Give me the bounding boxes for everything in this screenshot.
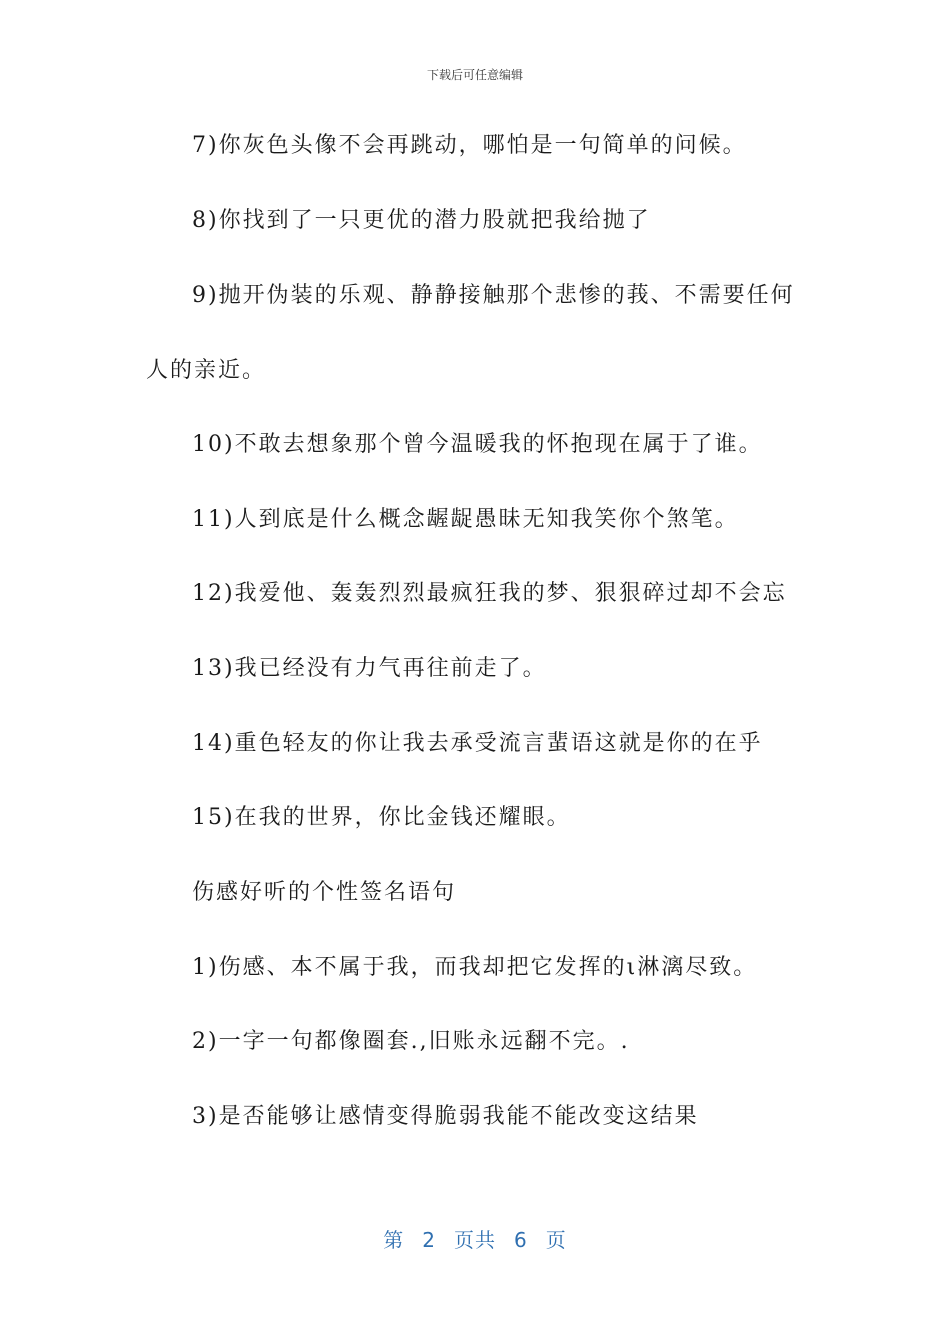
footer-suffix: 页 (545, 1228, 567, 1252)
paragraph-line: 11)人到底是什么概念龌龊愚昧无知我笑你个煞笔。 (192, 507, 739, 532)
section-heading: 伤感好听的个性签名语句 (192, 880, 457, 905)
total-page-number: 6 (514, 1228, 528, 1252)
footer-prefix: 第 (383, 1228, 405, 1252)
paragraph-line: 1)伤感、本不属于我，而我却把它发挥的ι淋漓尽致。 (192, 955, 758, 980)
page-footer (0, 1224, 950, 1253)
paragraph-line: 7)你灰色头像不会再跳动，哪怕是一句简单的问候。 (192, 133, 747, 158)
paragraph-line: 3)是否能够让感情变得脆弱我能不能改变这结果 (192, 1104, 699, 1129)
paragraph-line: 15)在我的世界，你比金钱还耀眼。 (192, 805, 571, 830)
current-page-number: 2 (422, 1228, 436, 1252)
paragraph-line: 人的亲近。 (146, 358, 267, 383)
paragraph-line: 8)你找到了一只更优的潜力股就把我给抛了 (192, 208, 651, 233)
paragraph-line: 9)抛开伪装的乐观、静静接触那个悲惨的莪、不需要任何 (192, 283, 795, 308)
page-header: 下载后可任意编辑 (426, 68, 523, 82)
paragraph-line: 12)我爱他、轰轰烈烈最疯狂我的梦、狠狠碎过却不会忘 (192, 581, 787, 606)
paragraph-line: 10)不敢去想象那个曾今温暖我的怀抱现在属于了谁。 (192, 432, 763, 457)
paragraph-line: 2)一字一句都像圈套.,旧账永远翻不完。. (192, 1029, 630, 1054)
paragraph-line: 14)重色轻友的你让我去承受流言蜚语这就是你的在乎 (192, 731, 763, 756)
footer-middle: 页共 (454, 1228, 496, 1252)
paragraph-line: 13)我已经没有力气再往前走了。 (192, 656, 547, 681)
